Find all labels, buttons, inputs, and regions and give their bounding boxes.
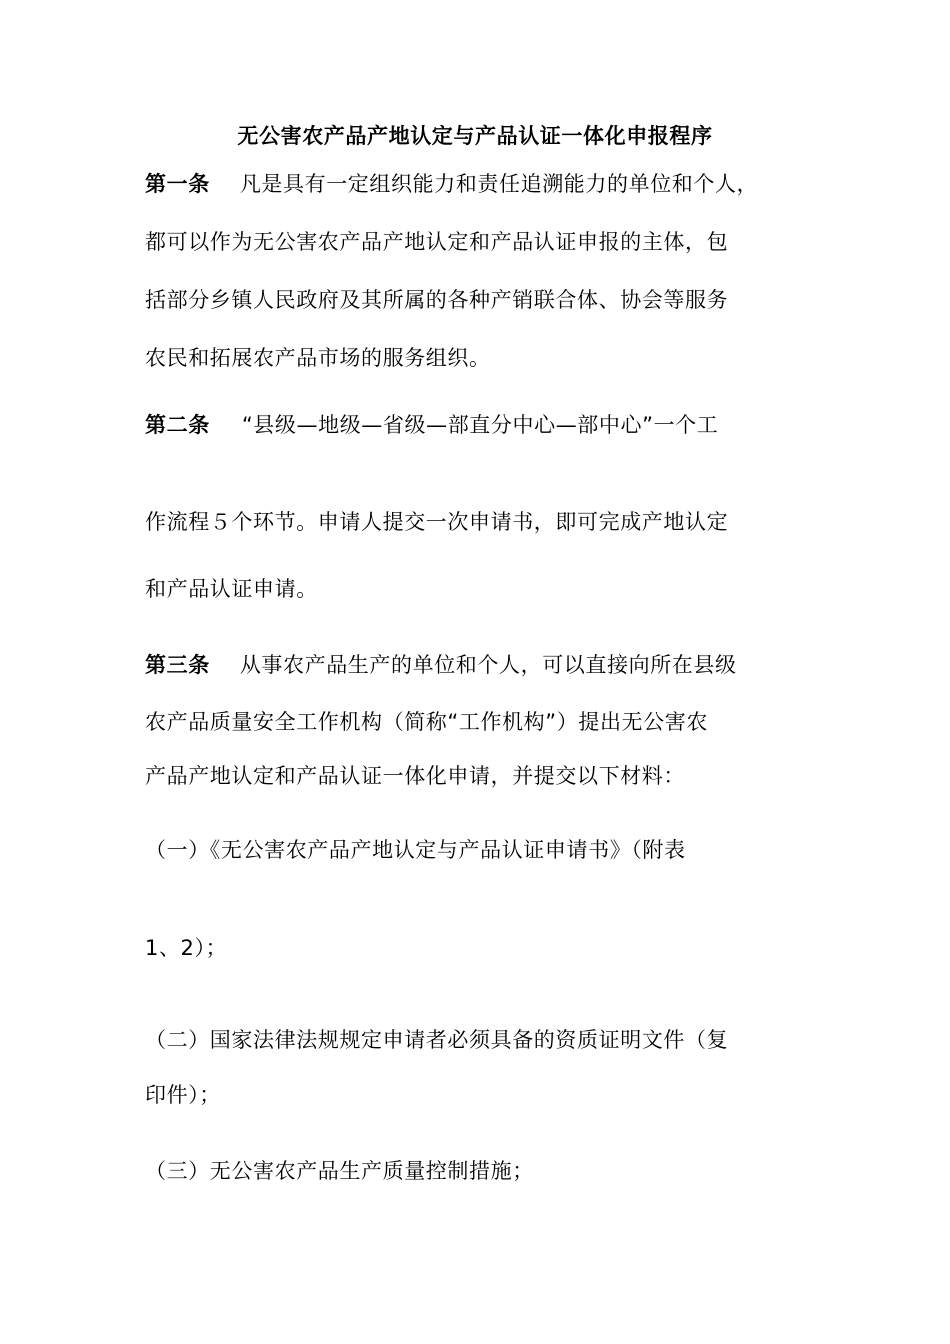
item1-line-2: 1、2）；	[145, 936, 228, 960]
article1-text-1: 凡是具有一定组织能力和责任追溯能力的单位和个人，	[239, 172, 759, 196]
article3-line-3: 产品产地认定和产品认证一体化申请，并提交以下材料：	[145, 764, 685, 788]
article3-label: 第三条	[145, 653, 210, 677]
article3-text-1: 从事农产品生产的单位和个人，可以直接向所在县级	[239, 653, 737, 677]
item2-line-1: （二）国家法律法规规定申请者必须具备的资质证明文件（复	[145, 1028, 729, 1052]
article3-line-2: 农产品质量安全工作机构（简称“工作机构”）提出无公害农	[145, 710, 708, 734]
article3-line-1	[145, 651, 737, 679]
article2-line-3: 和产品认证申请。	[145, 577, 318, 601]
article1-line-3: 括部分乡镇人民政府及其所属的各种产销联合体、协会等服务	[145, 288, 729, 312]
article2-label: 第二条	[145, 413, 210, 437]
article2-line-1	[145, 411, 718, 439]
article1-line-1	[145, 170, 758, 198]
article1-line-2: 都可以作为无公害农产品产地认定和产品认证申报的主体，包	[145, 230, 729, 254]
item2-line-2: 印件）；	[145, 1083, 221, 1107]
item1-line-1: （一）《无公害农产品产地认定与产品认证申请书》（附表	[145, 838, 686, 862]
article2-text-1: “县级—地级—省级—部直分中心—部中心”一个工	[241, 413, 719, 437]
document-title: 无公害农产品产地认定与产品认证一体化申报程序	[237, 124, 713, 148]
article2-line-2: 作流程５个环节。申请人提交一次申请书，即可完成产地认定	[145, 510, 729, 534]
article1-label: 第一条	[145, 172, 210, 196]
article1-line-4: 农民和拓展农产品市场的服务组织。	[145, 346, 491, 370]
item3-line-1: （三）无公害农产品生产质量控制措施；	[145, 1159, 534, 1183]
